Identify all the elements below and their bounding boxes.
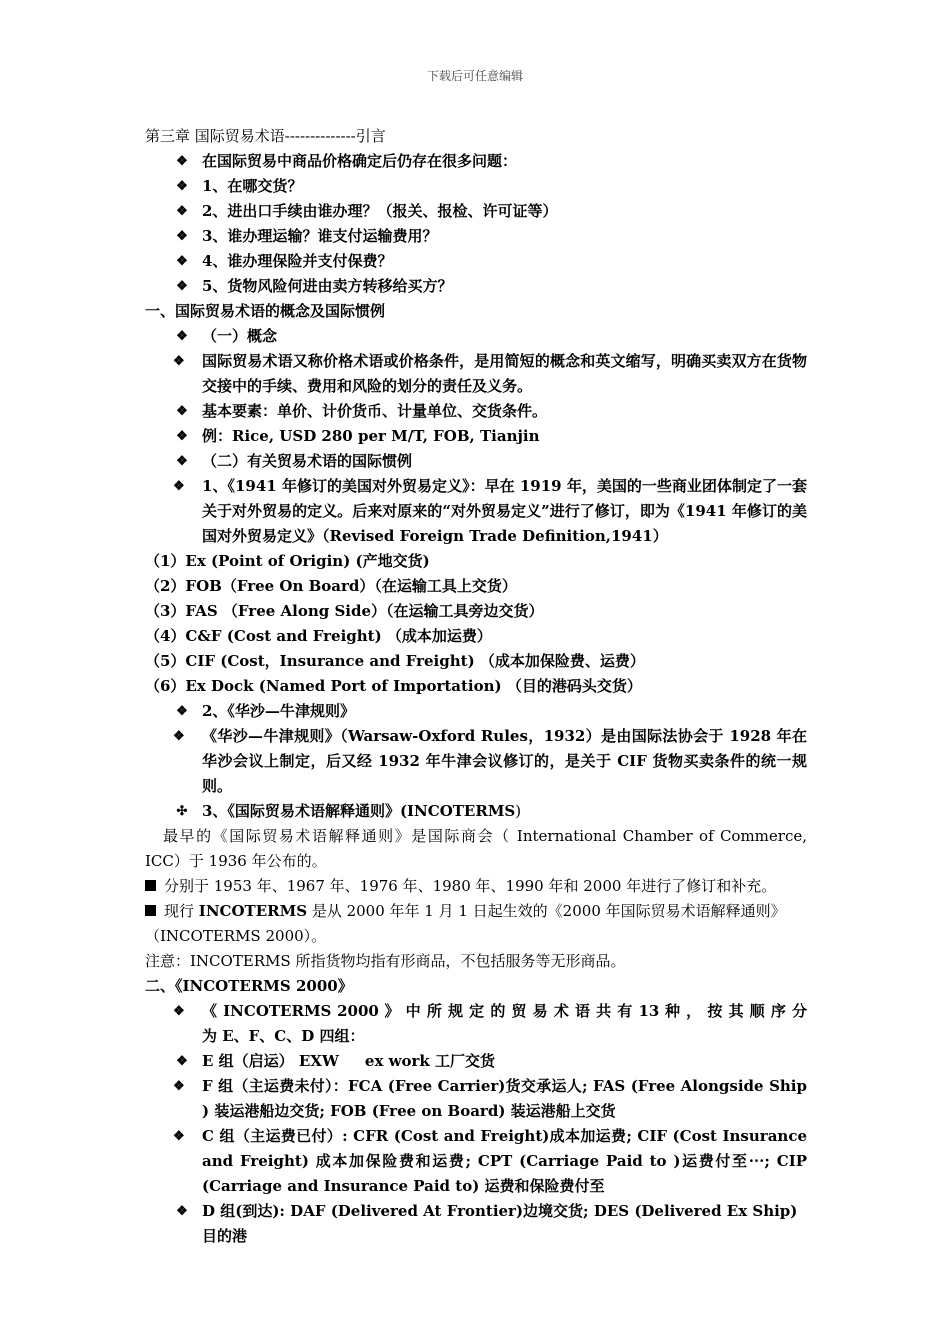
bullet-item: ✣ 3、《国际贸易术语解释通则》(INCOTERMS) <box>145 799 807 824</box>
diamond-fleuron-icon: ❖ <box>173 1129 185 1144</box>
section-heading-2: 二、《INCOTERMS 2000》 <box>145 977 353 995</box>
diamond-fleuron-icon: ❖ <box>176 179 188 194</box>
bullet-item: ❖ 《华沙—牛津规则》（Warsaw-Oxford Rules，1932）是由国际法协会于 1928 年在华沙会议上制定，后又经 1932 年牛津会议修订的，是关于 CIF 货物买卖条件的统一规则。 <box>145 724 807 799</box>
bullet-item: ❖ 2、进出口手续由谁办理？（报关、报检、许可证等） <box>145 199 807 224</box>
term-item: （5）CIF (Cost，Insurance and Freight) （成本加保险费、运费） <box>145 652 645 670</box>
diamond-fleuron-icon: ❖ <box>176 254 188 269</box>
diamond-fleuron-icon: ❖ <box>176 1054 188 1069</box>
bullet-item: ❖ （二）有关贸易术语的国际惯例 <box>145 449 807 474</box>
bullet-item: ❖ （一）概念 <box>145 324 807 349</box>
black-square-icon <box>145 880 156 891</box>
diamond-fleuron-icon: ❖ <box>176 429 188 444</box>
bullet-item: ❖ 例：Rice, USD 280 per M/T, FOB, Tianjin <box>145 424 807 449</box>
bullet-item: ❖ 国际贸易术语又称价格术语或价格条件，是用简短的概念和英文缩写，明确买卖双方在货物交接中的手续、费用和风险的划分的责任及义务。 <box>145 349 807 399</box>
page-header: 下载后可任意编辑 <box>426 69 523 83</box>
bullet-item: ❖ 1、《1941 年修订的美国对外贸易定义》：早在 1919 年，美国的一些商业团体制定了一套关于对外贸易的定义。后来对原来的“对外贸易定义”进行了修订，即为《1941 年修订的美国对外贸易定义》（Revised Foreign Trade Definition,1941） <box>145 474 807 549</box>
term-item: （2）FOB（Free On Board）（在运输工具上交货） <box>145 577 517 595</box>
bullet-item: ❖ F 组（主运费未付）：FCA (Free Carrier)货交承运人; FAS (Free Alongside Ship ) 装运港船边交货; FOB (Free on Board) 装运港船上交货 <box>145 1074 807 1124</box>
diamond-fleuron-icon: ❖ <box>176 1204 188 1219</box>
bullet-item: ❖ 2、《华沙—牛津规则》 <box>145 699 807 724</box>
diamond-fleuron-icon: ❖ <box>176 229 188 244</box>
note: 注意：INCOTERMS 所指货物均指有形商品，不包括服务等无形商品。 <box>145 952 626 970</box>
bullet-item: ❖ 5、货物风险何进由卖方转移给买方？ <box>145 274 807 299</box>
bullet-item: ❖ 4、谁办理保险并支付保费？ <box>145 249 807 274</box>
bullet-item: ❖ E 组（启运） EXW ex work 工厂交货 <box>145 1049 807 1074</box>
diamond-fleuron-icon: ❖ <box>173 479 185 494</box>
term-item: （4）C&F (Cost and Freight) （成本加运费） <box>145 627 492 645</box>
diamond-fleuron-icon: ❖ <box>176 704 188 719</box>
four-point-star-icon: ✣ <box>176 804 188 819</box>
term-item: （3）FAS （Free Along Side）（在运输工具旁边交货） <box>145 602 544 620</box>
diamond-fleuron-icon: ❖ <box>173 1004 185 1019</box>
diamond-fleuron-icon: ❖ <box>176 279 188 294</box>
chapter-title: 第三章 国际贸易术语--------------引言 <box>145 127 386 145</box>
square-bullet-item: 分别于 1953 年、1967 年、1976 年、1980 年、1990 年和 2000 年进行了修订和补充。 <box>145 874 807 899</box>
diamond-fleuron-icon: ❖ <box>173 1079 185 1094</box>
diamond-fleuron-icon: ❖ <box>173 354 185 369</box>
diamond-fleuron-icon: ❖ <box>173 729 185 744</box>
bullet-item: ❖ 《 INCOTERMS 2000 》 中 所 规 定 的 贸 易 术 语 共 有 13 种 ， 按 其 顺 序 分 为 E、F、C、D 四组： <box>145 999 807 1049</box>
bullet-item: ❖ 3、谁办理运输？谁支付运输费用？ <box>145 224 807 249</box>
section-heading-1: 一、国际贸易术语的概念及国际惯例 <box>145 302 386 320</box>
paragraph: 最早的《国际贸易术语解释通则》是国际商会（ International Chamber of Commerce, ICC）于 1936 年公布的。 <box>145 827 807 870</box>
black-square-icon <box>145 905 156 916</box>
bullet-item: ❖ 1、在哪交货？ <box>145 174 807 199</box>
document-body <box>145 124 807 1249</box>
bullet-item: ❖ C 组（主运费已付）: CFR (Cost and Freight)成本加运费; CIF (Cost Insurance and Freight) 成本加保险费和运费; CPT (Carriage Paid to )运费付至···; CIP (Carriage and Insurance Paid to) 运费和保险费付至 <box>145 1124 807 1199</box>
diamond-fleuron-icon: ❖ <box>176 404 188 419</box>
diamond-fleuron-icon: ❖ <box>176 454 188 469</box>
square-bullet-item: 现行 INCOTERMS 是从 2000 年年 1 月 1 日起生效的《2000 年国际贸易术语解释通则》（INCOTERMS 2000）。 <box>145 902 786 945</box>
diamond-fleuron-icon: ❖ <box>176 154 188 169</box>
bullet-item: ❖ 基本要素：单价、计价货币、计量单位、交货条件。 <box>145 399 807 424</box>
diamond-fleuron-icon: ❖ <box>176 204 188 219</box>
term-item: （6）Ex Dock (Named Port of Importation) （目的港码头交货） <box>145 677 642 695</box>
bullet-item: ❖ 在国际贸易中商品价格确定后仍存在很多问题： <box>145 149 807 174</box>
term-item: （1）Ex (Point of Origin) (产地交货) <box>145 552 430 570</box>
diamond-fleuron-icon: ❖ <box>176 329 188 344</box>
bullet-item: ❖ D 组(到达): DAF (Delivered At Frontier)边境交货; DES (Delivered Ex Ship) 目的港 <box>145 1199 807 1249</box>
